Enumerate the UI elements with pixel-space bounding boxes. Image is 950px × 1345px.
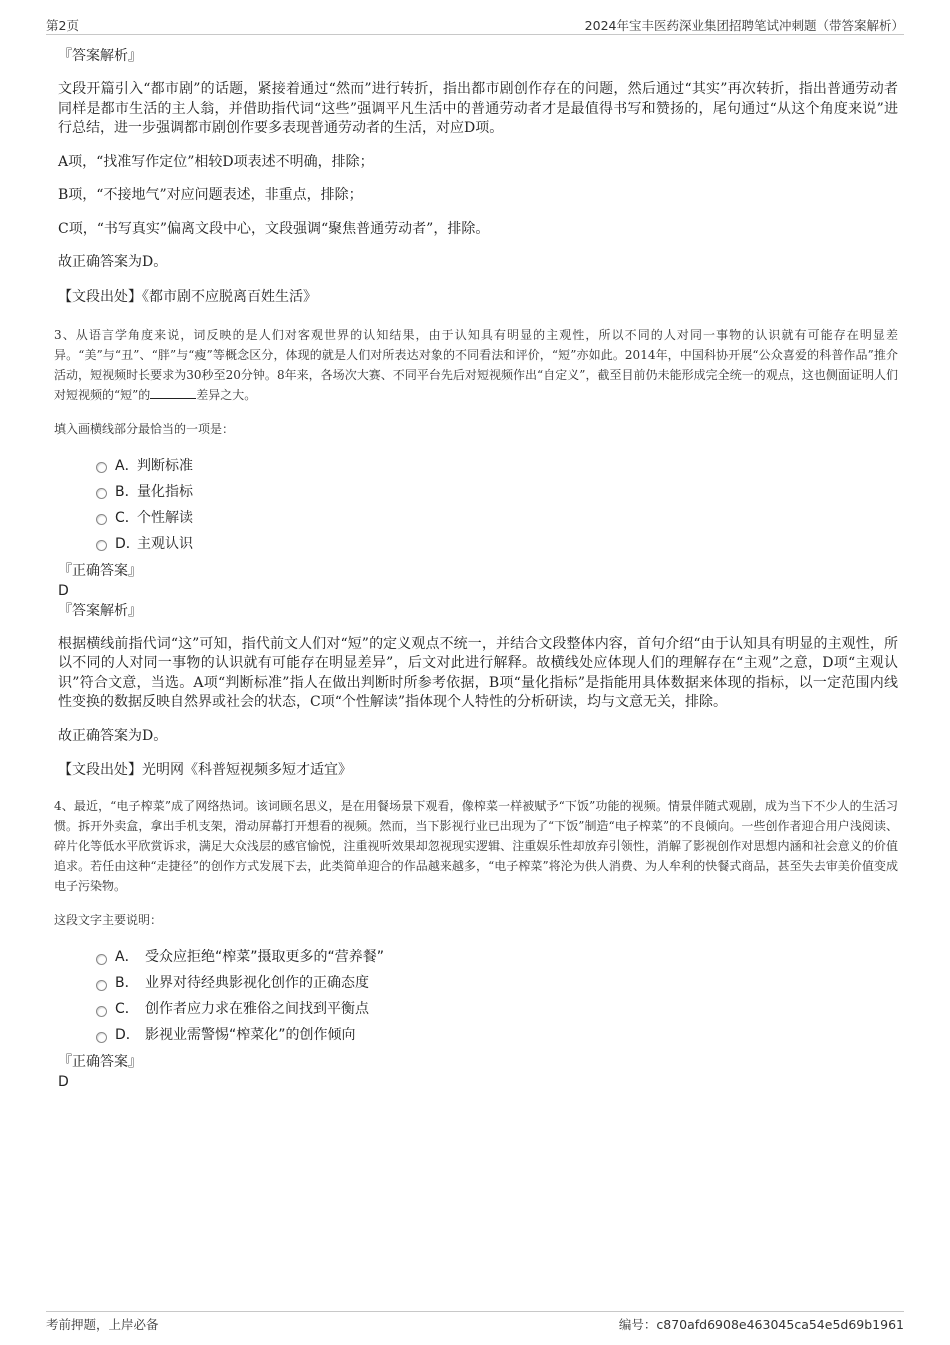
page-number: 第2页 [46,18,79,33]
q3-option-b[interactable]: B． 量化指标 [96,479,898,505]
radio-icon[interactable] [96,488,107,499]
q2-conclusion: 故正确答案为D。 [58,254,168,270]
q4-option-d[interactable]: D． 影视业需警惕“榨菜化”的创作倾向 [96,1022,898,1048]
q3-option-d[interactable]: D． 主观认识 [96,531,898,557]
q3-option-c[interactable]: C． 个性解读 [96,505,898,531]
q4-stem: 4、最近，“电子榨菜”成了网络热词。该词顾名思义，是在用餐场景下观看，像榨菜一样被赋予“下饭”功能的视频。情景伴随式观剧，成为当下不少人的生活习惯。拆开外卖盒，拿出手机支架，滑动屏幕打开想看的视频。然而，当下影视行业已出现为了“下饭”制造“电子榨菜”的不良倾向。一些创作者迎合用户浅阅读、碎片化等低水平欣赏诉求，满足大众浅层的感官愉悦，注重视听效果却忽视现实逻辑、注重娱乐性却放弃引领性，消解了影视创作对思想内涵和社会意义的价值追求。若任由这种“走捷径”的创作方式发展下去，此类简单迎合的作品越来越多，“电子榨菜”将沦为供人消费、为人牟利的快餐式商品，甚至失去审美价值变成电子污染物。 [54,799,898,893]
q3-correct-value: D [58,582,69,599]
radio-icon[interactable] [96,1006,107,1017]
page-content [54,46,898,1092]
q2-analysis-option-a: A项，“找准写作定位”相较D项表述不明确，排除； [58,153,374,170]
radio-icon[interactable] [96,954,107,965]
q2-analysis-option-b: B项，“不接地气”对应问题表述，非重点，排除； [58,187,363,203]
q3-options [96,453,898,557]
q3-correct-label: 『正确答案』 [58,562,142,579]
radio-icon[interactable] [96,540,107,551]
q3-source: 【文段出处】光明网《科普短视频多短才适宜》 [58,762,352,778]
q4-prompt: 这段文字主要说明： [54,913,163,927]
document-title: 2024年宝丰医药深业集团招聘笔试冲刺题（带答案解析） [584,18,904,33]
q2-analysis-paragraph: 文段开篇引入“都市剧”的话题，紧接着通过“然而”进行转折，指出都市剧创作存在的问题，然后通过“其实”再次转折，指出普通劳动者同样是都市生活的主人翁，并借助指代词“这些”强调平凡生活中的普通劳动者才是最值得书写和赞扬的，尾句通过“从这个角度来说”进行总结，进一步强调都市剧创作要多表现普通劳动者的生活，对应D项。 [58,81,898,136]
q3-prompt: 填入画横线部分最恰当的一项是： [54,421,235,436]
footer-code-label: 编号： [618,1317,657,1332]
q4-correct-value: D [58,1074,69,1090]
q3-analysis-paragraph: 根据横线前指代词“这”可知，指代前文人们对“短”的定义观点不统一，并结合文段整体内容，首句介绍“由于认知具有明显的主观性，所以不同的人对同一事物的认识就有可能存在明显差异”，后文对此进行解释。故横线处应体现人们的理解存在“主观”之意，D项“主观认识”符合文意，当选。A项“判断标准”指人在做出判断时所参考依据，B项“量化指标”是指能用具体数据来体现的指标，以一定范围内线性变换的数据反映自然界或社会的状态，C项“个性解读”指体现个人特性的分析研读，均与文意无关，排除。 [58,635,898,710]
q3-option-a[interactable]: A． 判断标准 [96,453,898,479]
radio-icon[interactable] [96,514,107,525]
q3-blank [150,386,196,399]
q2-analysis-option-c: C项，“书写真实”偏离文段中心，文段强调“聚焦普通劳动者”，排除。 [58,220,490,237]
q3-analysis-label: 『答案解析』 [58,602,142,619]
question-4 [54,796,898,930]
question-3 [54,325,898,439]
q4-option-a[interactable]: A． 受众应拒绝“榨菜”摄取更多的“营养餐” [96,944,898,970]
q2-source: 【文段出处】《都市剧不应脱离百姓生活》 [58,288,317,305]
q3-stem [54,325,898,405]
q4-option-c[interactable]: C． 创作者应力求在雅俗之间找到平衡点 [96,996,898,1022]
radio-icon[interactable] [96,1032,107,1043]
footer-slogan: 考前押题，上岸必备 [46,1317,159,1332]
q3-stem-text-end: 差异之大。 [196,387,257,402]
q2-analysis-label: 『答案解析』 [58,48,142,64]
page-footer [46,1311,904,1332]
q4-option-b[interactable]: B． 业界对待经典影视化创作的正确态度 [96,970,898,996]
footer-code [619,1315,904,1333]
q4-correct-label: 『正确答案』 [58,1054,142,1070]
q4-options [96,944,898,1048]
page-header [46,14,904,35]
radio-icon[interactable] [96,462,107,473]
footer-code-value: c870afd6908e463045ca54e5d69b1961 [656,1317,904,1332]
q3-stem-text: 3、从语言学角度来说，词反映的是人们对客观世界的认知结果，由于认知具有明显的主观性，所以不同的人对同一事物的认识就有可能存在明显差异。“美”与“丑”、“胖”与“瘦”等概念区分，体现的就是人们对所表达对象的不同看法和评价，“短”亦如此。2014年，中国科协开展“公众喜爱的科普作品”推介活动，短视频时长要求为30秒至20分钟。8年来，各场次大赛、不同平台先后对短视频作出“自定义”，截至目前仍未能形成完全统一的观点，这也侧面证明人们对短视频的“短”的 [54,327,898,402]
q3-conclusion: 故正确答案为D。 [58,727,168,744]
radio-icon[interactable] [96,980,107,991]
